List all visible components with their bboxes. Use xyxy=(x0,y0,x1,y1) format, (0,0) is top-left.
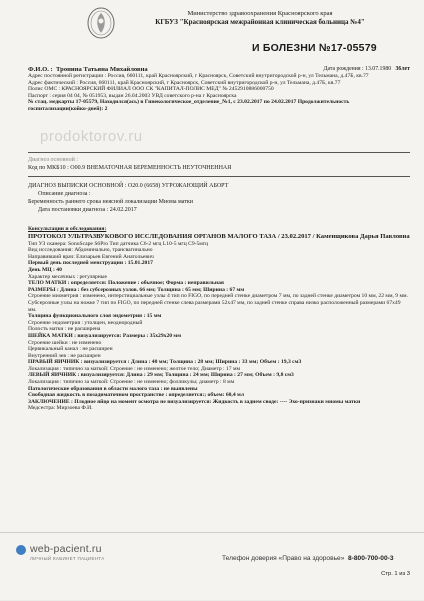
diagnosis-block xyxy=(28,156,410,172)
diagnosis-description: Беременность раннего срока неясной локализации Миома матки xyxy=(28,199,194,205)
uterus-body: ТЕЛО МАТКИ : определяется: Положение : обычное; Форма : неправильная xyxy=(28,280,224,287)
last-menstruation: Первый день последней менструации : 15.01.2017 xyxy=(28,260,153,267)
ultrasound-block xyxy=(28,226,410,412)
free-fluid: Свободная жидкость в позадиматочном пространстве : определяется:; объем: 60,4 мл xyxy=(28,392,244,399)
discharge-diagnosis: ДИАГНОЗ ВЫПИСКИ ОСНОВНОЙ : О20.0 (6658) УГРОЖАЮЩИЙ АБОРТ xyxy=(28,183,229,189)
protocol-title: ПРОТОКОЛ УЛЬТРАЗВУКОВОГО ИССЛЕДОВАНИЯ ОРГАНОВ МАЛОГО ТАЗА / 23.02.2017 / Каменщикова Дарья Павловна xyxy=(28,232,410,240)
consultations-heading: Консультации и обследования: xyxy=(28,226,107,232)
page-number: Стр. 1 из 3 xyxy=(381,571,410,577)
left-ovary-location: Локализация : типично за маткой: Строение : не изменено; фолликулы; диаметр : 8 мм xyxy=(28,379,235,386)
brand-name: web-pacient.ru xyxy=(30,543,102,555)
watermark: prodoktorov.ru xyxy=(40,128,143,145)
address-actual: Адрес фактический : Россия, 660111, край Красноярский, г Красноярск, Советский внутригородской р-н, ул Тельмана, д.47Б, кв.77 xyxy=(28,79,341,86)
phone-number: 8-800-700-00-3 xyxy=(348,555,394,562)
divider xyxy=(28,152,410,153)
document-title: И БОЛЕЗНИ №17-05579 xyxy=(252,42,377,54)
scanner-type: Тип УЗ сканера: SonoScape S6Pro Тип датчика С6-2 мгц L10-5 мгц С9-5мгц xyxy=(28,240,209,247)
trust-phone xyxy=(222,555,394,562)
hospital-name: КГБУЗ "Красноярская межрайонная клиническая больница №4" xyxy=(155,18,365,26)
cycle-day: День МЦ : 40 xyxy=(28,266,62,273)
web-pacient-icon xyxy=(16,545,26,555)
patient-block xyxy=(28,66,410,113)
cervix-structure: Строение шейки : не изменено xyxy=(28,339,102,346)
fio-label: Ф.И.О. : xyxy=(28,66,53,73)
hospital-stay: № стац. медкарты 17-05579, Находился(ась) в Гинекологическое_отделение_№1, с 23.02.2017 по 24.02.2017 Продолжительность госпитализации(койко-дней): 2 xyxy=(28,99,350,112)
ministry-name: Министерство здравоохранения Красноярского края xyxy=(187,10,333,17)
header-ministry xyxy=(150,10,370,27)
diagnosis-label: Диагноз основной : xyxy=(28,157,78,163)
nurse: Медсестра: Мирзоева Ф.И. xyxy=(28,405,93,412)
phone-label: Телефон доверия «Право на здоровье» xyxy=(222,555,345,562)
uterus-sizes: РАЗМЕРЫ : Длина : без субсерозных узлов. 66 мм; Толщина : 65 мм; Ширина : 67 мм xyxy=(28,286,245,293)
pathology: Патологические образования в области малого таза : не выявлены xyxy=(28,385,198,392)
cervical-canal: Цервикальный канал : не расширен xyxy=(28,346,113,353)
dob-label: Дата рождения : xyxy=(323,66,364,72)
left-ovary: ЛЕВЫЙ ЯИЧНИК : визуализируется: Длина : 29 мм; Толщина : 24 мм; Ширина : 27 мм; Объем : 9,8 см3 xyxy=(28,372,294,379)
oms-policy: Полис ОМС : КРАСНОЯРСКИЙ ФИЛИАЛ ООО СК "КАПИТАЛ-ПОЛИС МЕД" № 2452910886000750 xyxy=(28,86,274,93)
divider xyxy=(28,176,410,177)
diagnosis-description-label: Описание диагноза : xyxy=(38,191,91,197)
discharge-diagnosis-block xyxy=(28,182,410,214)
conclusion: ЗАКЛЮЧЕНИЕ : Плодное яйцо на момент осмотра не визуализируется: Жидкость в заднем своде: ---- Эхо-признаки миомы матки xyxy=(28,398,361,405)
endometrium-structure: Строение эндометрия : утолщен, неоднородный xyxy=(28,319,143,326)
hospital-logo-icon xyxy=(86,6,116,40)
address-registration: Адрес постоянной регистрации : Россия, 660111, край Красноярский, г Красноярск, Советский внутригородской р-н, ул Тельмана, д.47Б, кв.77 xyxy=(28,73,369,79)
cycle-character: Характер месячных : регулярные xyxy=(28,273,108,280)
diagnosis-main: Код по МКБ10 : О00.9 ВНЕМАТОЧНАЯ БЕРЕМЕННОСТЬ НЕУТОЧНЕННАЯ xyxy=(28,165,232,171)
cervix: ШЕЙКА МАТКИ : визуализируется: Размеры : 35х29х20 мм xyxy=(28,332,182,339)
right-ovary-location: Локализация : типично за маткой: Строение : не изменено; желтое тело; Диаметр : 17 мм xyxy=(28,365,241,372)
referring-doctor: Направивший врач: Елизарьев Евгений Анатольевич xyxy=(28,253,154,260)
footer xyxy=(0,532,424,601)
endometrium-thickness: Толщина функционального слоя эндометрия : 15 мм xyxy=(28,313,162,320)
diagnosis-date: Дата постановки диагноза : 24.02.2017 xyxy=(38,207,137,213)
right-ovary: ПРАВЫЙ ЯИЧНИК : визуализируется : Длина : 40 мм; Толщина : 28 мм; Ширина : 33 мм; Объем : 19,3 см3 xyxy=(28,359,302,366)
dob-value: 13.07.1980 xyxy=(365,66,392,72)
patient-name: Тронина Татьяна Михайловна xyxy=(56,66,148,73)
brand-subtitle: ЛИЧНЫЙ КАБИНЕТ ПАЦИЕНТА xyxy=(30,556,105,561)
age-value: 36лет xyxy=(395,66,410,72)
passport: Паспорт : серия 04 04, № 051953, выдан 26.04.2003 УВД советского р-на г Красноярска xyxy=(28,92,237,99)
exam-type: Вид исследования: Абдоминально, трансвагинально xyxy=(28,247,153,254)
myometrium-structure: Строение миометрия : изменено, интерстициальные узлы 4 тип по FIGO, по передней стенке диаметром 7 мм, по задней стенке диаметром 10 мм, 22 мм, 9 мм. Субсерозные узлы на ножке 7 тип по FIGO, по передней стенке слева размерами 52х47 мм, по задней стенке справа низко расположенный размерами 67х49 мм. xyxy=(28,293,408,313)
uterine-cavity: Полость матки : не расширена xyxy=(28,326,101,333)
web-pacient-logo[interactable] xyxy=(30,543,105,561)
internal-os: Внутренний зев : не расширен xyxy=(28,352,101,359)
